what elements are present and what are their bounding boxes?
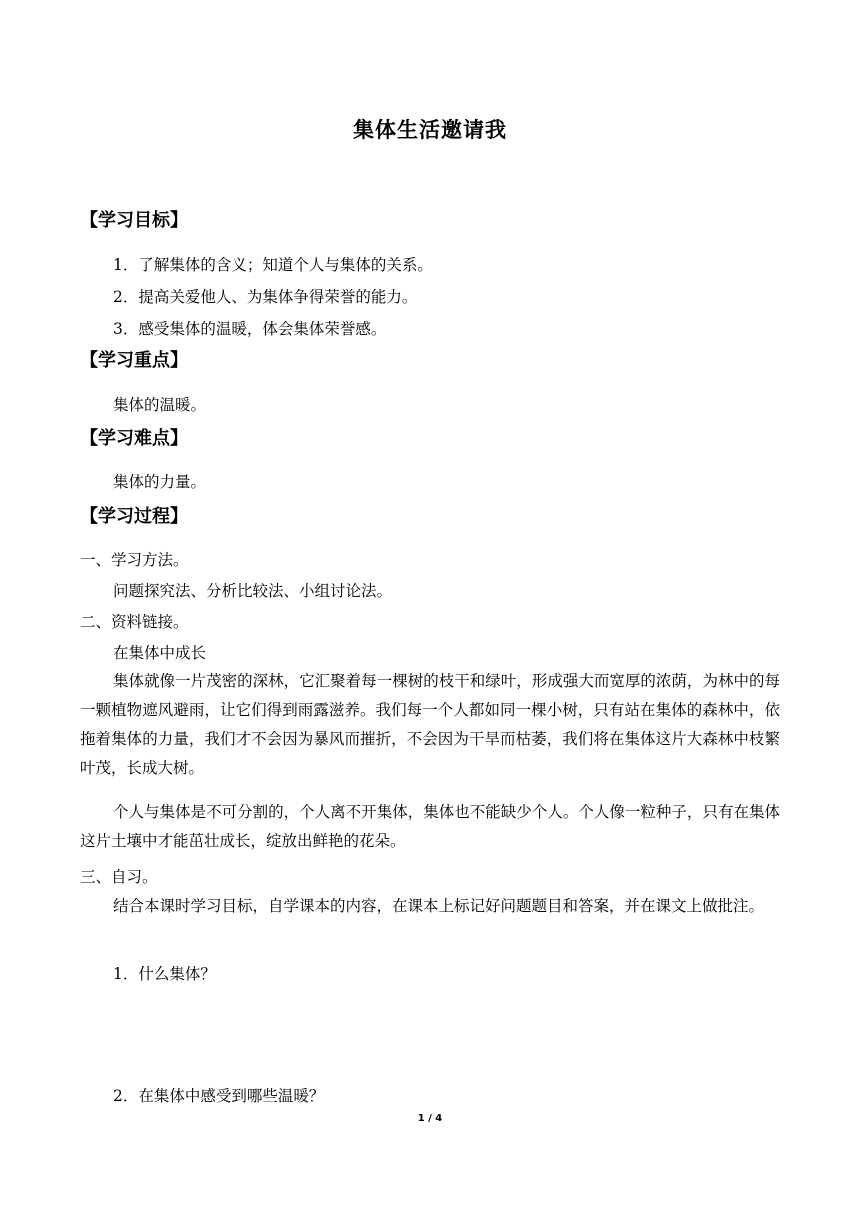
material-title: 在集体中成长 <box>113 644 207 662</box>
material-paragraph-2: 个人与集体是不可分割的，个人离不开集体，集体也不能缺少个人。个人像一粒种子，只有在集体这片土壤中才能茁壮成长，绽放出鲜艳的花朵。 <box>80 803 780 850</box>
material-heading: 二、资料链接。 <box>80 613 189 631</box>
question-2: 2．在集体中感受到哪些温暖？ <box>113 1087 325 1105</box>
goal-item-2: 2．提高关爱他人、为集体争得荣誉的能力。 <box>113 288 418 306</box>
self-study-heading: 三、自习。 <box>80 868 158 886</box>
heading-process: 【学习过程】 <box>80 506 188 527</box>
heading-goals: 【学习目标】 <box>80 210 188 231</box>
material-paragraph-1: 集体就像一片茂密的深林，它汇聚着每一棵树的枝干和绿叶，形成强大而宽厚的浓荫，为林中的每一颗植物遮风避雨，让它们得到雨露滋养。我们每一个人都如同一棵小树，只有站在集体的森林中，依拖着集体的力量，我们才不会因为暴风而摧折，不会因为干旱而枯萎，我们将在集体这片大森林中枝繁叶茂，长成大树。 <box>80 672 780 777</box>
goal-item-3: 3．感受集体的温暖，体会集体荣誉感。 <box>113 320 387 338</box>
self-study-text: 结合本课时学习目标，自学课本的内容，在课本上标记好问题题目和答案，并在课文上做批注。 <box>113 897 765 915</box>
heading-difficulty: 【学习难点】 <box>80 428 188 449</box>
focus-text: 集体的温暖。 <box>113 396 207 414</box>
document-title: 集体生活邀请我 <box>353 117 507 142</box>
goal-item-1: 1．了解集体的含义；知道个人与集体的关系。 <box>113 256 433 274</box>
difficulty-text: 集体的力量。 <box>113 473 207 491</box>
page-number: 1 / 4 <box>417 1113 443 1124</box>
heading-focus: 【学习重点】 <box>80 350 188 371</box>
method-text: 问题探究法、分析比较法、小组讨论法。 <box>113 582 393 600</box>
method-heading: 一、学习方法。 <box>80 551 189 569</box>
question-1: 1．什么集体？ <box>113 965 216 983</box>
